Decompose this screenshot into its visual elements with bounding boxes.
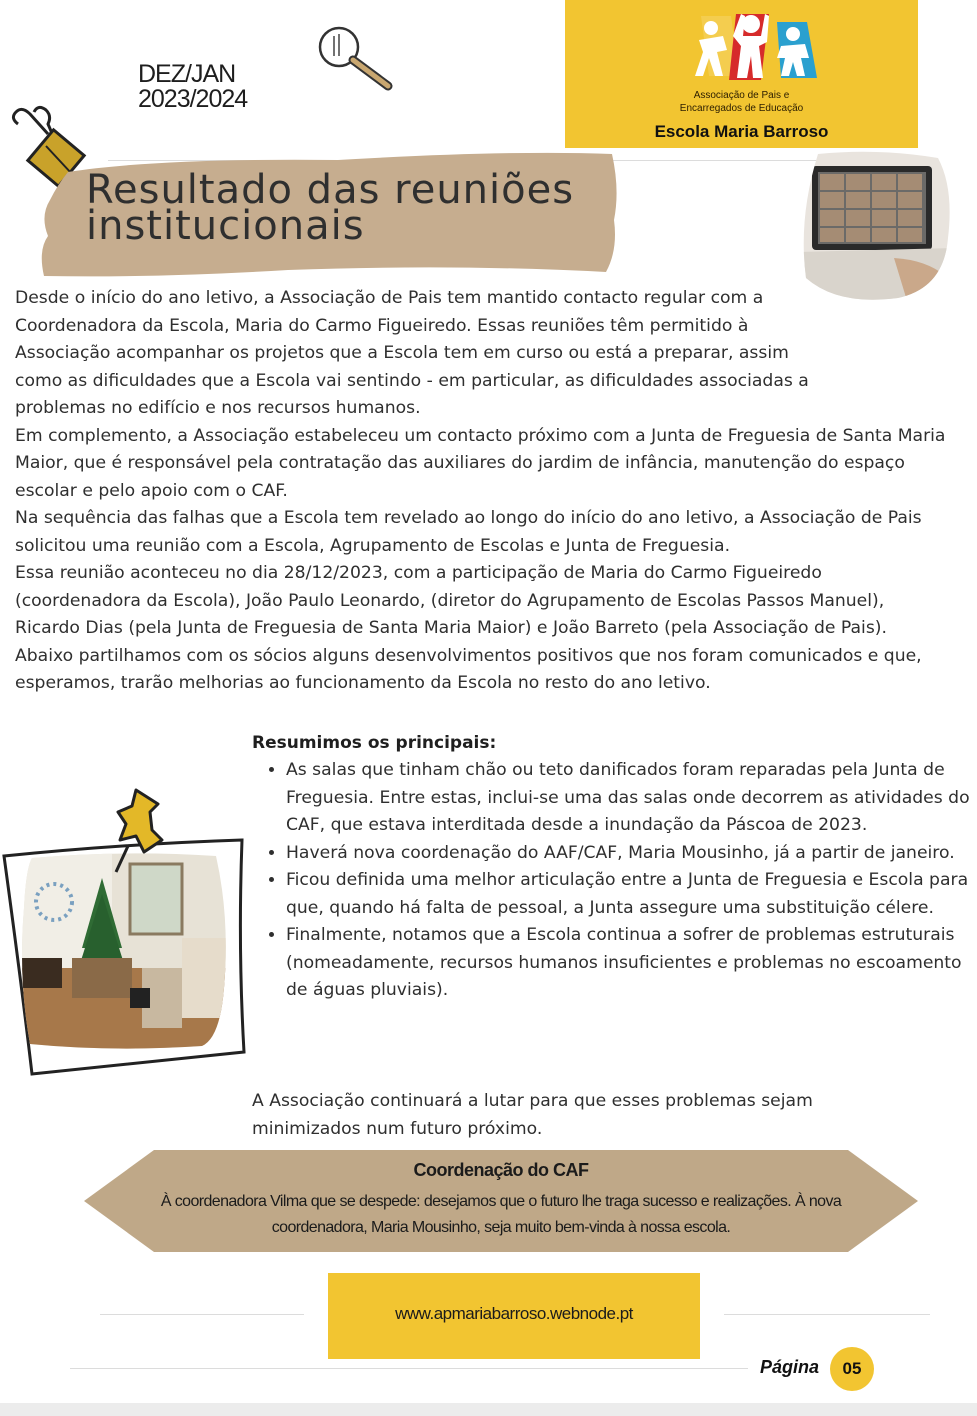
issue-date-years: 2023/2024: [138, 85, 248, 113]
summary-item: • Haverá nova coordenação do AAF/CAF, Maria Mousinho, já a partir de janeiro.: [286, 840, 976, 868]
article-body: [15, 285, 950, 698]
footer-divider-right: [724, 1314, 930, 1315]
footer-divider-left: [100, 1314, 304, 1315]
page-title: [86, 167, 575, 249]
paragraph-1: Desde o início do ano letivo, a Associação de Pais tem mantido contacto regular com a Coordenadora da Escola, Maria do Carmo Figueiredo. Essas reuniões têm permitido à Associação acompanhar os projetos que a Escola tem em curso ou está a preparar, assim como as dificuldades que a Escola vai sentindo - em particular, as dificuldades associadas a problemas no edifício e nos recursos humanos.: [15, 288, 809, 418]
website-link[interactable]: www.apmariabarroso.webnode.pt: [395, 1304, 633, 1323]
caf-banner-text: À coordenadora Vilma que se despede: desejamos que o futuro lhe traga sucesso e realizações. À nova coordenadora, Maria Mousinho, seja muito bem-vinda à nossa escola.: [160, 1193, 842, 1236]
summary-closing: A Associação continuará a lutar para que esses problemas sejam minimizados num futuro próximo.: [252, 1091, 813, 1139]
paragraph-3: Na sequência das falhas que a Escola tem revelado ao longo do início do ano letivo, a Associação de Pais solicitou uma reunião com a Escola, Agrupamento de Escolas e Junta de Freguesia.: [15, 508, 922, 556]
website-box: [328, 1273, 700, 1359]
summary-item: • As salas que tinham chão ou teto danificados foram reparadas pela Junta de Freguesia. Entre estas, inclui-se uma das salas onde decorrem as atividades do CAF, que estava interditada desde a inundação da Páscoa de 2023.: [286, 757, 976, 840]
bottom-strip: [0, 1403, 977, 1416]
laptop-video-call-image: [798, 148, 954, 304]
summary-heading: Resumimos os principais:: [252, 733, 497, 753]
paragraph-5: Abaixo partilhamos com os sócios alguns desenvolvimentos positivos que nos foram comunicados e que, esperamos, trarão melhorias ao funcionamento da Escola no resto do ano letivo.: [15, 645, 922, 693]
page-label: Página: [760, 1357, 820, 1377]
summary-item: • Ficou definida uma melhor articulação entre a Junta de Freguesia e Escola para que, quando há falta de pessoal, a Junta assegure uma substituição célere.: [286, 867, 976, 922]
page-title-line2: institucionais: [86, 203, 365, 249]
association-logo: [565, 0, 918, 148]
logo-text-line1: Associação de Pais e: [693, 90, 790, 101]
logo-figures-icon: [681, 6, 821, 86]
issue-date: [138, 62, 247, 112]
page-number-badge: 05: [830, 1347, 874, 1391]
logo-text-line2: Encarregados de Educação: [679, 103, 804, 114]
page-title-line1: Resultado das reuniões: [86, 167, 575, 213]
paragraph-4: Essa reunião aconteceu no dia 28/12/2023, com a participação de Maria do Carmo Figueiredo (coordenadora da Escola), João Paulo Leonardo, (diretor do Agrupamento de Escolas Passos Manuel), Ricardo Dias (pela Junta de Freguesia de Santa Maria Maior) e João Barreto (pela Associação de Pais).: [15, 563, 887, 638]
push-pin-icon: [106, 786, 170, 874]
caf-banner-title: Coordenação do CAF: [413, 1160, 589, 1180]
footer-divider-bottom: [70, 1368, 748, 1369]
paragraph-2: Em complemento, a Associação estabeleceu um contacto próximo com a Junta de Freguesia de Santa Maria Maior, que é responsável pela contratação das auxiliares do jardim de infância, manutenção do espaço escolar e pelo apoio com o CAF.: [15, 425, 946, 501]
issue-date-months: DEZ/JAN: [138, 60, 236, 88]
logo-school-name: Escola Maria Barroso: [654, 122, 829, 141]
summary-list: [262, 757, 976, 1005]
magnifier-icon: [312, 22, 394, 92]
summary-item: • Finalmente, notamos que a Escola continua a sofrer de problemas estruturais (nomeadamente, recursos humanos insuficientes e problemas no escoamento de águas pluviais).: [286, 922, 976, 1005]
